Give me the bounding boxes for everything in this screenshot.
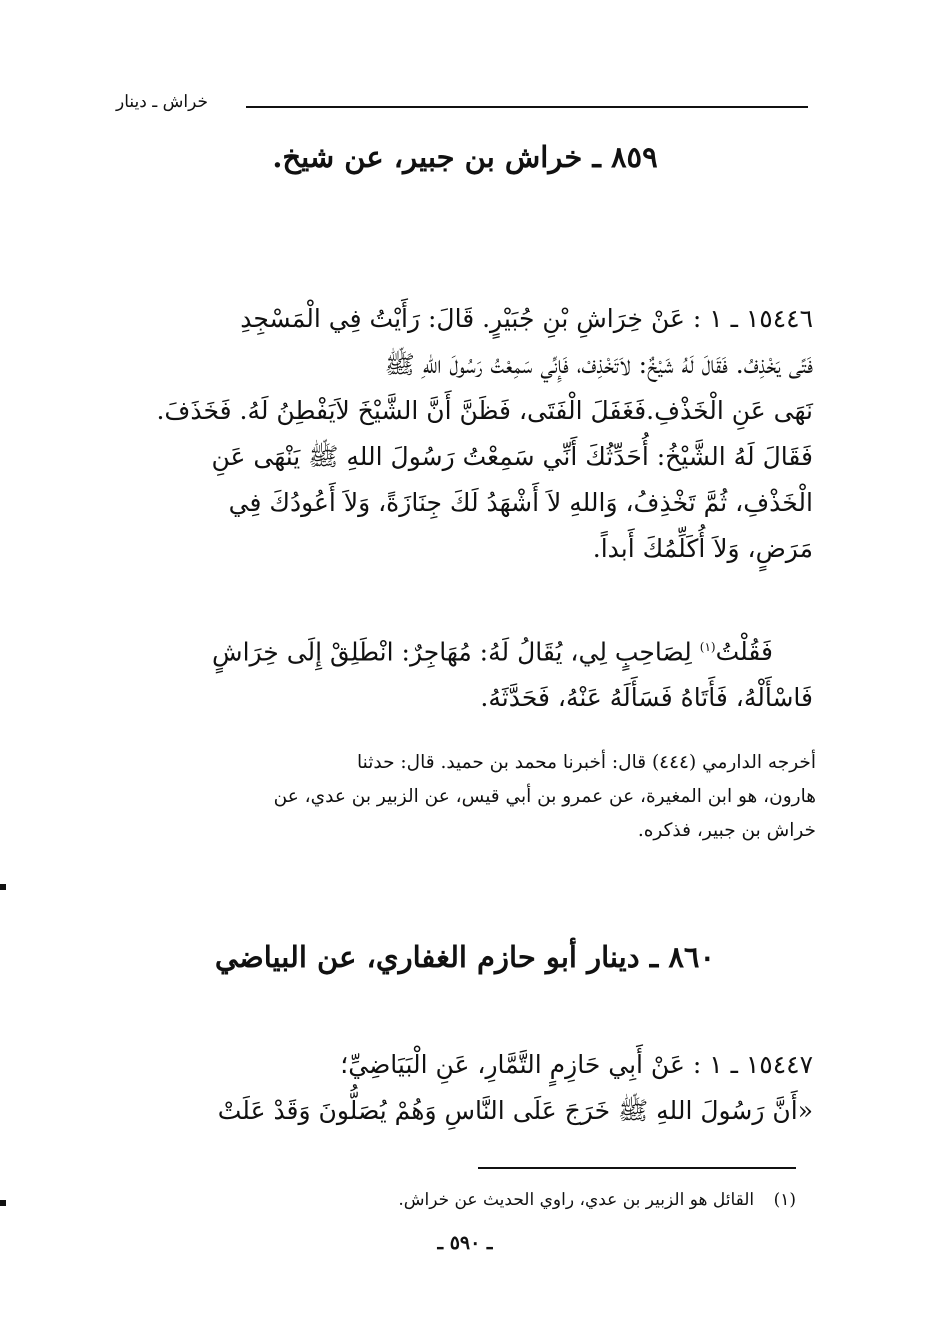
page-number: ـ ٥٩٠ ـ — [437, 1232, 493, 1254]
footnote — [300, 1190, 796, 1210]
hadith-line: ١٥٤٤٦ ـ ١ : عَنْ خِرَاشِ بْنِ جُبَيْرٍ. قَالَ: رَأَيْتُ فِي الْمَسْجِدِ — [240, 304, 813, 333]
footnote-text: القائل هو الزبير بن عدي، راوي الحديث عن خراش. — [398, 1190, 755, 1210]
hadith-line: مَرَضٍ، وَلاَ أُكَلِّمُكَ أَبداً. — [592, 534, 813, 563]
hadith-line: فَقَالَ لَهُ الشَّيْخُ: أُحَدِّثُكَ أَنِّي سَمِعْتُ رَسُولَ اللهِ ﷺ يَنْهَى عَنِ — [211, 442, 813, 471]
hadith-line: الْخَذْفِ، ثُمَّ تَخْذِفُ، وَاللهِ لاَ أَشْهَدُ لَكَ جِنَازَةً، وَلاَ أَعُودُكَ فِي — [228, 488, 813, 517]
continuation-text: لِصَاحِبٍ لِي، يُقَالُ لَهُ: مُهَاجِرٌ: انْطَلِقْ إِلَى خِرَاشٍ — [212, 637, 692, 667]
citation-line: هارون، هو ابن المغيرة، عن عمرو بن أبي قيس، عن الزبير بن عدي، عن — [273, 786, 816, 807]
continuation-line: فَاسْأَلْهُ، فَأَتَاهُ فَسَأَلَهُ عَنْهُ، فَحَدَّثَهُ. — [480, 683, 813, 713]
hadith-line: ١٥٤٤٧ ـ ١ : عَنْ أَبِي حَازِمٍ التَّمَّارِ، عَنِ الْبَيَاضِيِّ؛ — [340, 1050, 813, 1079]
running-header: خراش ـ دينار — [116, 92, 208, 112]
scan-mark — [0, 1200, 6, 1206]
hadith-line: فَتًى يَخْذِفُ. فَقَالَ لَهُ شَيْخٌ: لاَتَخْذِفْ، فَإِنِّي سَمِعْتُ رَسُولَ اللهِ ﷺ — [384, 350, 813, 379]
hadith-15446-continuation — [128, 624, 813, 721]
header-rule — [246, 106, 808, 108]
hadith-line: نَهَى عَنِ الْخَذْفِ.فَغَفَلَ الْفَتَى، فَظَنَّ أَنَّ الشَّيْخَ لاَيَفْطِنُ لَهُ. فَخَذَفَ. — [156, 396, 813, 425]
citation-line: خراش بن جبير، فذكره. — [637, 820, 816, 841]
footnote-rule — [478, 1167, 796, 1169]
source-citation-859 — [128, 746, 816, 848]
hadith-15446 — [128, 296, 813, 572]
footnote-marker: (١) — [773, 1190, 796, 1210]
continuation-line — [128, 624, 813, 675]
hadith-15447 — [128, 1042, 813, 1134]
section-title-859: ٨٥٩ ـ خراش بن جبير، عن شيخ. — [272, 140, 658, 174]
section-title-860: ٨٦٠ ـ دينار أبو حازم الغفاري، عن البياضي — [214, 940, 716, 974]
hadith-line: «أَنَّ رَسُولَ اللهِ ﷺ خَرَجَ عَلَى النَّاسِ وَهُمْ يُصَلُّونَ وَقَدْ عَلَتْ — [217, 1096, 813, 1125]
citation-line: أخرجه الدارمي (٤٤٤) قال: أخبرنا محمد بن حميد. قال: حدثنا — [357, 752, 816, 773]
lead-word: فَقُلْتُ — [715, 637, 773, 667]
footnote-ref: (١) — [699, 640, 716, 654]
scan-mark — [0, 884, 6, 890]
